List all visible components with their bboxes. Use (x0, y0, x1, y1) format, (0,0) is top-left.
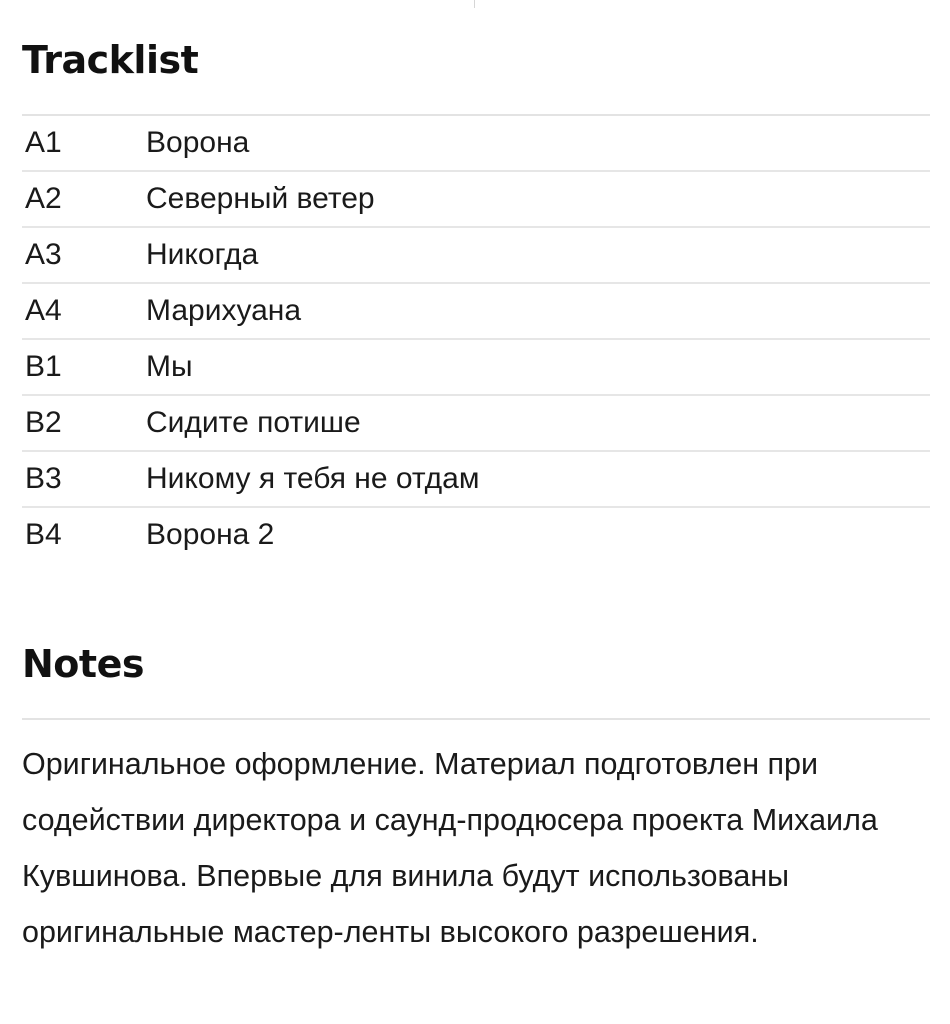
track-position: B1 (25, 350, 62, 383)
track-title: Ворона (146, 126, 250, 159)
track-row (22, 116, 930, 172)
track-row (22, 284, 930, 340)
track-row (22, 172, 930, 228)
track-title: Сидите потише (146, 406, 361, 439)
track-title: Никогда (146, 238, 259, 271)
track-position: B2 (25, 406, 62, 439)
notes-divider (22, 718, 930, 720)
notes-heading: Notes (22, 642, 144, 686)
track-row (22, 228, 930, 284)
track-title: Марихуана (146, 294, 302, 327)
track-position: B3 (25, 462, 62, 495)
track-title: Ворона 2 (146, 518, 275, 551)
track-title: Северный ветер (146, 182, 375, 215)
tracklist-table (22, 116, 930, 562)
track-position: A2 (25, 182, 62, 215)
notes-text: Оригинальное оформление. Материал подготовлен при содействии директора и саунд-продюсера проекта Михаила Кувшинова. Впервые для винила будут использованы оригинальные мастер-ленты высокого разрешения. (22, 747, 878, 949)
tracklist-heading: Tracklist (22, 38, 199, 82)
track-row (22, 452, 930, 508)
track-position: A4 (25, 294, 62, 327)
track-row (22, 396, 930, 452)
tracklist-section (22, 30, 930, 562)
track-title: Никому я тебя не отдам (146, 462, 480, 495)
track-position: A3 (25, 238, 62, 271)
track-position: B4 (25, 518, 62, 551)
notes-section (22, 634, 930, 960)
track-row (22, 340, 930, 396)
top-divider-tick (474, 0, 475, 8)
track-position: A1 (25, 126, 62, 159)
track-title: Мы (146, 350, 193, 383)
track-row (22, 508, 930, 562)
